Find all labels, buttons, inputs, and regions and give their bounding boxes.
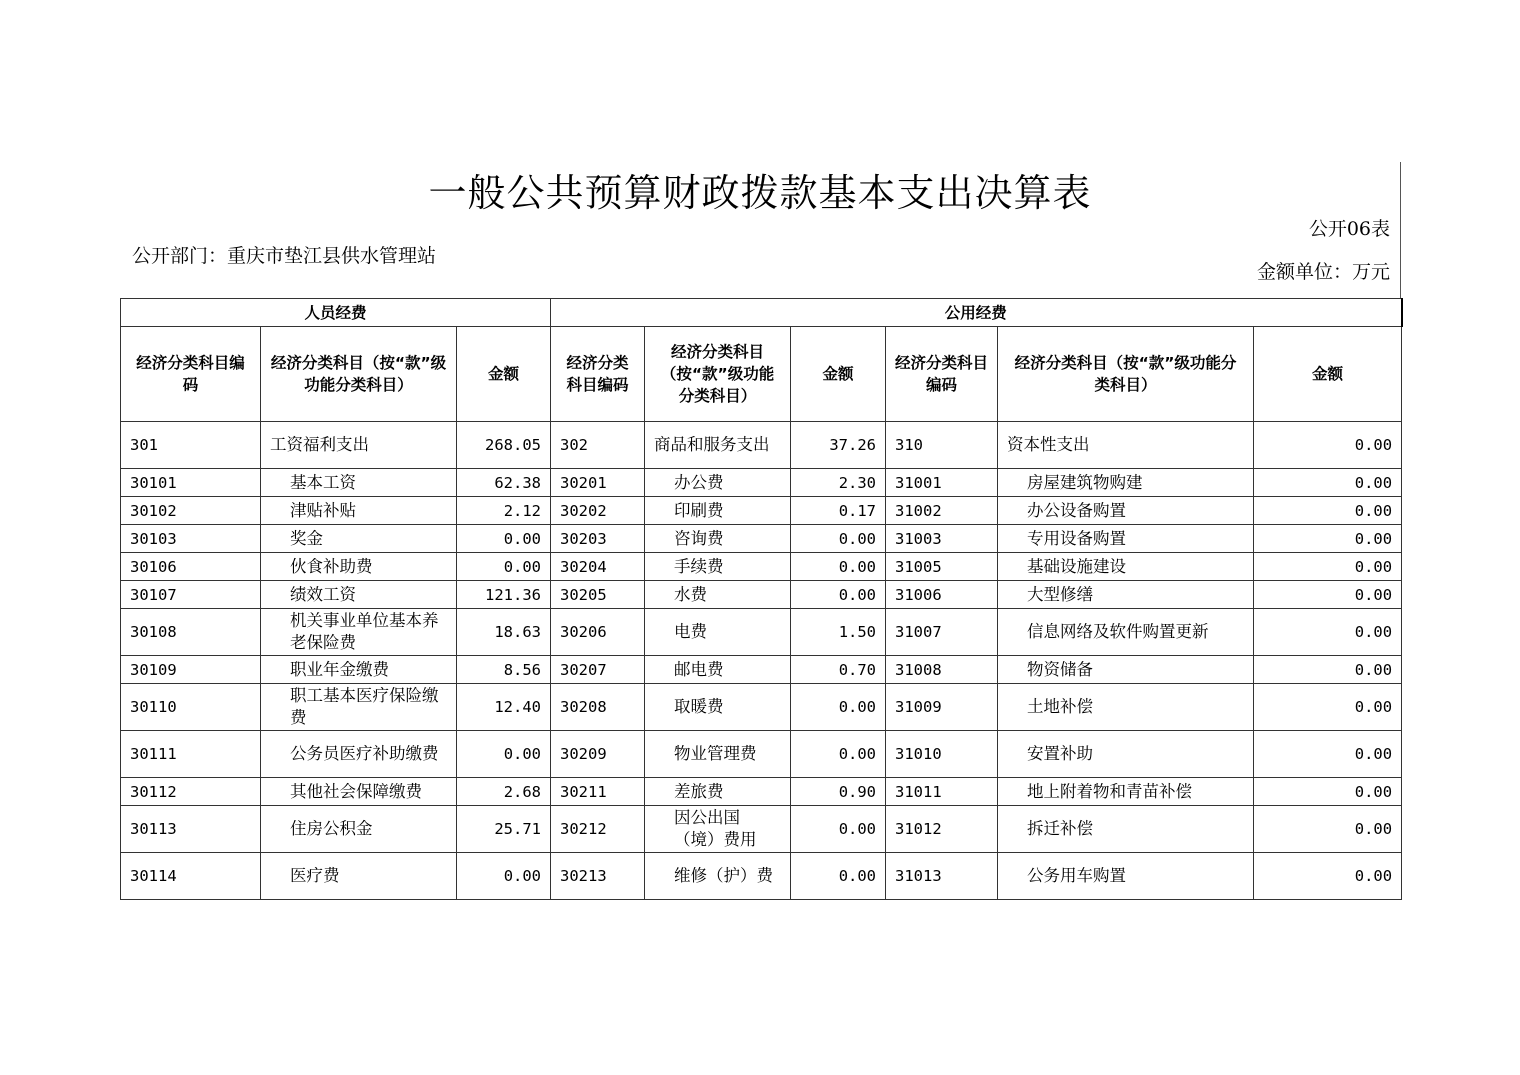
goods-code-cell: 30211 xyxy=(551,778,645,806)
capital-name-cell: 土地补偿 xyxy=(998,684,1254,731)
personnel-code-cell: 30113 xyxy=(121,806,261,853)
capital-amount-cell: 0.00 xyxy=(1254,684,1402,731)
goods-code-cell: 30213 xyxy=(551,853,645,900)
group-header-public: 公用经费 xyxy=(551,299,1402,327)
capital-code-cell: 31010 xyxy=(886,731,998,778)
goods-code-cell: 30203 xyxy=(551,525,645,553)
goods-name-cell: 手续费 xyxy=(645,553,791,581)
personnel-code-cell: 30112 xyxy=(121,778,261,806)
capital-name-cell: 物资储备 xyxy=(998,656,1254,684)
goods-name-cell: 商品和服务支出 xyxy=(645,422,791,469)
capital-code-cell: 31003 xyxy=(886,525,998,553)
capital-amount-cell: 0.00 xyxy=(1254,853,1402,900)
header-goods-amount: 金额 xyxy=(791,327,886,422)
header-personnel-name: 经济分类科目（按“款”级功能分类科目） xyxy=(261,327,457,422)
goods-name-cell: 水费 xyxy=(645,581,791,609)
personnel-code-cell: 30106 xyxy=(121,553,261,581)
goods-name-cell: 电费 xyxy=(645,609,791,656)
capital-code-cell: 31002 xyxy=(886,497,998,525)
goods-amount-cell: 1.50 xyxy=(791,609,886,656)
table-row xyxy=(121,684,1402,731)
goods-amount-cell: 0.00 xyxy=(791,581,886,609)
goods-name-cell: 取暖费 xyxy=(645,684,791,731)
capital-amount-cell: 0.00 xyxy=(1254,525,1402,553)
personnel-name-cell: 绩效工资 xyxy=(261,581,457,609)
capital-amount-cell: 0.00 xyxy=(1254,778,1402,806)
personnel-amount-cell: 0.00 xyxy=(457,731,551,778)
personnel-name-cell: 机关事业单位基本养老保险费 xyxy=(261,609,457,656)
group-header-row xyxy=(121,299,1402,327)
personnel-amount-cell: 2.68 xyxy=(457,778,551,806)
goods-code-cell: 30207 xyxy=(551,656,645,684)
goods-amount-cell: 0.90 xyxy=(791,778,886,806)
capital-name-cell: 拆迁补偿 xyxy=(998,806,1254,853)
goods-code-cell: 30204 xyxy=(551,553,645,581)
goods-amount-cell: 37.26 xyxy=(791,422,886,469)
capital-code-cell: 31005 xyxy=(886,553,998,581)
header-personnel-code: 经济分类科目编码 xyxy=(121,327,261,422)
header-goods-code: 经济分类科目编码 xyxy=(551,327,645,422)
personnel-name-cell: 职工基本医疗保险缴费 xyxy=(261,684,457,731)
personnel-amount-cell: 0.00 xyxy=(457,525,551,553)
page-title: 一般公共预算财政拨款基本支出决算表 xyxy=(428,171,1092,215)
goods-amount-cell: 0.00 xyxy=(791,525,886,553)
goods-amount-cell: 0.70 xyxy=(791,656,886,684)
personnel-amount-cell: 25.71 xyxy=(457,806,551,853)
personnel-name-cell: 其他社会保障缴费 xyxy=(261,778,457,806)
goods-code-cell: 30209 xyxy=(551,731,645,778)
group-header-personnel: 人员经费 xyxy=(121,299,551,327)
capital-amount-cell: 0.00 xyxy=(1254,731,1402,778)
header-capital-amount: 金额 xyxy=(1254,327,1402,422)
goods-code-cell: 30208 xyxy=(551,684,645,731)
personnel-name-cell: 住房公积金 xyxy=(261,806,457,853)
personnel-code-cell: 30101 xyxy=(121,469,261,497)
table-row xyxy=(121,778,1402,806)
capital-code-cell: 310 xyxy=(886,422,998,469)
personnel-code-cell: 30102 xyxy=(121,497,261,525)
capital-code-cell: 31012 xyxy=(886,806,998,853)
department-label: 公开部门：重庆市垫江县供水管理站 xyxy=(132,245,437,267)
personnel-code-cell: 30109 xyxy=(121,656,261,684)
capital-name-cell: 房屋建筑物购建 xyxy=(998,469,1254,497)
capital-code-cell: 31013 xyxy=(886,853,998,900)
goods-amount-cell: 0.00 xyxy=(791,731,886,778)
expenditure-table xyxy=(120,298,1403,900)
personnel-code-cell: 30111 xyxy=(121,731,261,778)
table-row xyxy=(121,581,1402,609)
goods-amount-cell: 0.00 xyxy=(791,684,886,731)
personnel-code-cell: 30110 xyxy=(121,684,261,731)
table-row xyxy=(121,853,1402,900)
form-number: 公开06表 xyxy=(1308,218,1390,240)
goods-code-cell: 302 xyxy=(551,422,645,469)
goods-name-cell: 差旅费 xyxy=(645,778,791,806)
personnel-amount-cell: 0.00 xyxy=(457,853,551,900)
goods-code-cell: 30212 xyxy=(551,806,645,853)
personnel-amount-cell: 2.12 xyxy=(457,497,551,525)
table-row xyxy=(121,497,1402,525)
personnel-code-cell: 30108 xyxy=(121,609,261,656)
amount-unit-label: 金额单位：万元 xyxy=(1256,261,1390,283)
goods-amount-cell: 0.00 xyxy=(791,853,886,900)
header-right-rule xyxy=(1400,162,1401,298)
goods-code-cell: 30206 xyxy=(551,609,645,656)
table-row xyxy=(121,525,1402,553)
capital-amount-cell: 0.00 xyxy=(1254,422,1402,469)
personnel-name-cell: 基本工资 xyxy=(261,469,457,497)
capital-name-cell: 资本性支出 xyxy=(998,422,1254,469)
header-personnel-amount: 金额 xyxy=(457,327,551,422)
header-goods-name: 经济分类科目（按“款”级功能分类科目） xyxy=(645,327,791,422)
personnel-name-cell: 医疗费 xyxy=(261,853,457,900)
goods-name-cell: 物业管理费 xyxy=(645,731,791,778)
capital-name-cell: 专用设备购置 xyxy=(998,525,1254,553)
personnel-name-cell: 津贴补贴 xyxy=(261,497,457,525)
capital-code-cell: 31011 xyxy=(886,778,998,806)
personnel-name-cell: 工资福利支出 xyxy=(261,422,457,469)
goods-code-cell: 30205 xyxy=(551,581,645,609)
goods-amount-cell: 0.00 xyxy=(791,806,886,853)
goods-name-cell: 印刷费 xyxy=(645,497,791,525)
goods-code-cell: 30201 xyxy=(551,469,645,497)
personnel-code-cell: 301 xyxy=(121,422,261,469)
capital-name-cell: 地上附着物和青苗补偿 xyxy=(998,778,1254,806)
goods-name-cell: 邮电费 xyxy=(645,656,791,684)
personnel-code-cell: 30114 xyxy=(121,853,261,900)
column-header-row xyxy=(121,327,1402,422)
goods-amount-cell: 0.17 xyxy=(791,497,886,525)
personnel-name-cell: 伙食补助费 xyxy=(261,553,457,581)
goods-code-cell: 30202 xyxy=(551,497,645,525)
goods-name-cell: 因公出国（境）费用 xyxy=(645,806,791,853)
capital-amount-cell: 0.00 xyxy=(1254,806,1402,853)
personnel-amount-cell: 121.36 xyxy=(457,581,551,609)
personnel-amount-cell: 268.05 xyxy=(457,422,551,469)
capital-amount-cell: 0.00 xyxy=(1254,497,1402,525)
capital-code-cell: 31006 xyxy=(886,581,998,609)
capital-name-cell: 办公设备购置 xyxy=(998,497,1254,525)
personnel-name-cell: 公务员医疗补助缴费 xyxy=(261,731,457,778)
capital-amount-cell: 0.00 xyxy=(1254,469,1402,497)
capital-amount-cell: 0.00 xyxy=(1254,581,1402,609)
capital-name-cell: 公务用车购置 xyxy=(998,853,1254,900)
table-row xyxy=(121,656,1402,684)
capital-amount-cell: 0.00 xyxy=(1254,609,1402,656)
personnel-amount-cell: 18.63 xyxy=(457,609,551,656)
table-row xyxy=(121,469,1402,497)
table-body xyxy=(121,422,1402,900)
personnel-amount-cell: 12.40 xyxy=(457,684,551,731)
goods-name-cell: 办公费 xyxy=(645,469,791,497)
goods-amount-cell: 0.00 xyxy=(791,553,886,581)
capital-name-cell: 基础设施建设 xyxy=(998,553,1254,581)
goods-name-cell: 咨询费 xyxy=(645,525,791,553)
capital-code-cell: 31008 xyxy=(886,656,998,684)
goods-amount-cell: 2.30 xyxy=(791,469,886,497)
personnel-amount-cell: 8.56 xyxy=(457,656,551,684)
goods-name-cell: 维修（护）费 xyxy=(645,853,791,900)
capital-name-cell: 安置补助 xyxy=(998,731,1254,778)
capital-name-cell: 信息网络及软件购置更新 xyxy=(998,609,1254,656)
personnel-code-cell: 30107 xyxy=(121,581,261,609)
table-row xyxy=(121,609,1402,656)
capital-code-cell: 31007 xyxy=(886,609,998,656)
personnel-name-cell: 奖金 xyxy=(261,525,457,553)
personnel-amount-cell: 0.00 xyxy=(457,553,551,581)
personnel-amount-cell: 62.38 xyxy=(457,469,551,497)
header-capital-name: 经济分类科目（按“款”级功能分类科目） xyxy=(998,327,1254,422)
personnel-name-cell: 职业年金缴费 xyxy=(261,656,457,684)
personnel-code-cell: 30103 xyxy=(121,525,261,553)
capital-code-cell: 31009 xyxy=(886,684,998,731)
header-capital-code: 经济分类科目编码 xyxy=(886,327,998,422)
table-row xyxy=(121,731,1402,778)
table-row xyxy=(121,806,1402,853)
capital-code-cell: 31001 xyxy=(886,469,998,497)
capital-amount-cell: 0.00 xyxy=(1254,656,1402,684)
table-row xyxy=(121,422,1402,469)
capital-name-cell: 大型修缮 xyxy=(998,581,1254,609)
table-row xyxy=(121,553,1402,581)
capital-amount-cell: 0.00 xyxy=(1254,553,1402,581)
